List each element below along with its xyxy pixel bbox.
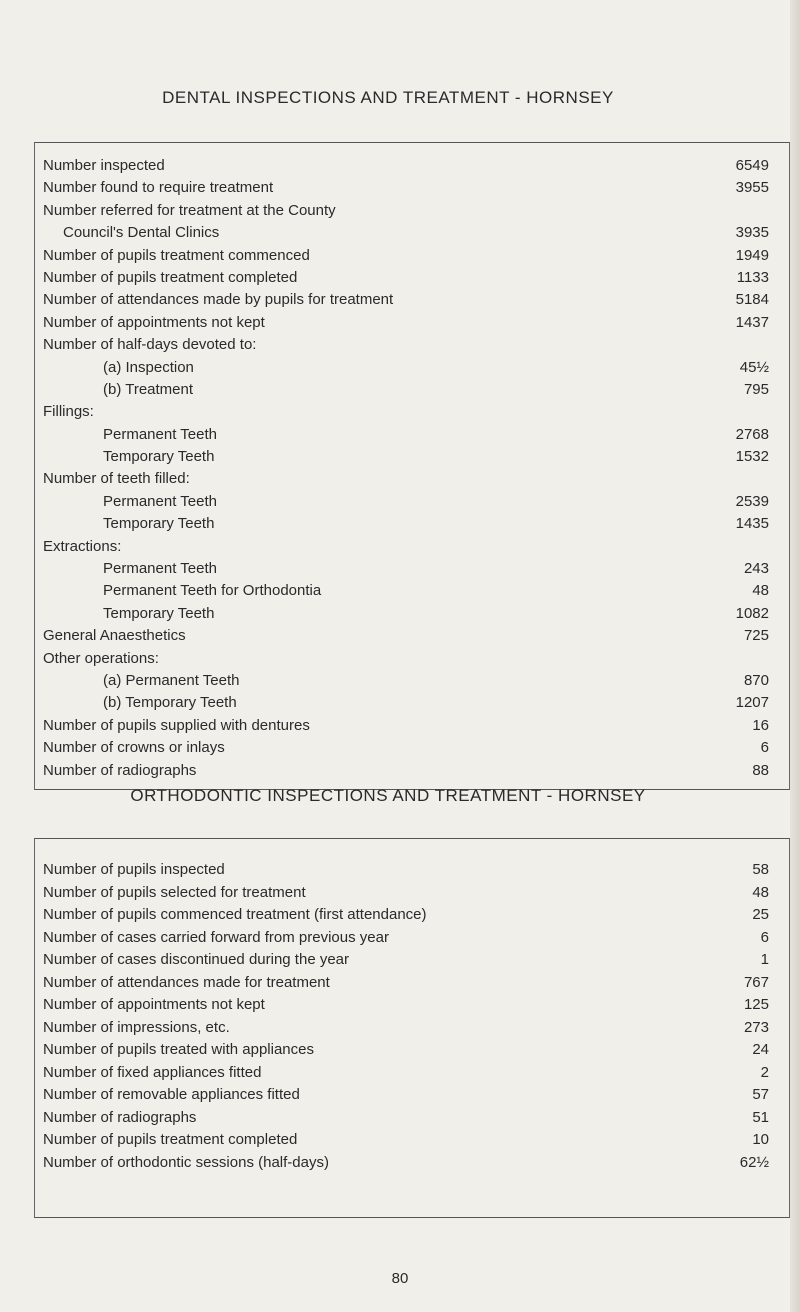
row-label: Number of pupils inspected [43,861,225,878]
row-label: Number of attendances made by pupils for treatment [43,291,394,309]
row-label: (a) Inspection [103,358,194,376]
table-row [35,1039,789,1062]
table-row [35,972,789,995]
table-row [35,949,789,972]
row-label: (a) Permanent Teeth [103,671,240,689]
row-label: (b) Treatment [103,380,194,398]
row-value: 6549 [735,157,769,174]
row-value: 870 [743,671,769,689]
row-label: Other operations: [43,649,159,667]
table-row [35,882,789,905]
table-row [35,513,789,535]
table-row [35,1017,789,1040]
row-value: 58 [752,861,769,878]
row-value: 16 [752,716,769,734]
row-label: Temporary Teeth [103,448,215,466]
row-label: Number of radiographs [43,761,197,779]
row-label: Number of cases carried forward from previous year [43,928,389,946]
row-label: Number of removable appliances fitted [43,1086,300,1103]
row-value: 767 [743,973,769,991]
table-row [35,904,789,927]
table-row [35,312,789,334]
row-value: 1435 [735,515,769,533]
row-value: 2 [760,1063,769,1081]
table-row [35,357,789,379]
table-row [35,737,789,759]
table-row [35,401,789,423]
row-value: 273 [743,1018,769,1036]
row-value: 88 [752,761,769,779]
row-label: Number of pupils commenced treatment (first attendance) [43,906,427,923]
row-label: Number of pupils selected for treatment [43,883,306,901]
row-label: Council's Dental Clinics [63,224,220,242]
table-row [35,177,789,199]
row-label: Number of radiographs [43,1108,197,1126]
row-value: 1532 [735,448,769,466]
table-row [35,424,789,446]
table-row [35,760,789,782]
row-value: 2539 [735,492,769,510]
row-value: 3935 [735,224,769,242]
row-label: Number inspected [43,157,165,174]
table-row [35,200,789,222]
row-label: Permanent Teeth for Orthodontia [103,582,322,600]
table-row [35,648,789,670]
row-label: Number found to require treatment [43,179,274,197]
row-value: 24 [752,1041,769,1058]
row-label: Number of pupils treated with appliances [43,1041,314,1058]
table-row [35,1107,789,1130]
table-row [35,603,789,625]
row-label: Temporary Teeth [103,515,215,533]
row-label: General Anaesthetics [43,627,186,645]
row-value: 48 [752,582,769,600]
dental-table [34,142,790,790]
row-label: Permanent Teeth [103,425,217,443]
row-value: 1207 [735,694,769,712]
orthodontic-table-rows [35,859,789,1174]
table-row [35,446,789,468]
table-row [35,927,789,950]
row-value: 2768 [735,425,769,443]
row-label: Number of pupils treatment completed [43,1131,298,1148]
table-row [35,625,789,647]
table-row [35,692,789,714]
table-row [35,1152,789,1175]
row-value: 6 [760,928,769,946]
row-value: 3955 [735,179,769,197]
row-value: 6 [760,739,769,757]
row-label: Permanent Teeth [103,492,217,510]
table-row [35,491,789,513]
row-label: Fillings: [43,403,94,421]
row-value: 243 [743,560,769,578]
row-label: Number referred for treatment at the County [43,201,336,219]
row-label: Extractions: [43,537,122,555]
table-row [35,155,789,177]
table-row [35,289,789,311]
row-value: 1133 [736,268,769,286]
row-label: Temporary Teeth [103,604,215,622]
table-row [35,1084,789,1107]
row-label: Number of attendances made for treatment [43,973,330,991]
row-label: Permanent Teeth [103,560,217,578]
row-label: Number of fixed appliances fitted [43,1063,262,1081]
table-row [35,994,789,1017]
table-row [35,1062,789,1085]
row-label: Number of appointments not kept [43,996,265,1013]
row-value: 1 [760,951,769,968]
row-value: 25 [752,906,769,923]
table-row [35,859,789,882]
row-label: Number of half-days devoted to: [43,336,257,354]
row-label: Number of crowns or inlays [43,739,225,757]
orthodontic-section-title: ORTHODONTIC INSPECTIONS AND TREATMENT - HORNSEY [130,786,646,805]
row-label: Number of appointments not kept [43,313,265,331]
row-value: 51 [752,1108,769,1126]
row-value: 62½ [739,1153,769,1171]
row-value: 1437 [735,313,769,331]
table-row [35,222,789,244]
row-label: Number of pupils treatment commenced [43,246,310,264]
row-value: 1082 [735,604,769,622]
row-value: 795 [743,380,769,398]
row-label: Number of impressions, etc. [43,1018,230,1036]
row-label: (b) Temporary Teeth [103,694,237,712]
orthodontic-table [34,838,790,1218]
row-label: Number of pupils treatment completed [43,268,298,286]
row-label: Number of cases discontinued during the year [43,951,350,968]
table-row [35,580,789,602]
dental-table-rows [35,155,789,782]
page-edge-shadow [790,0,800,1312]
table-row [35,558,789,580]
table-row [35,715,789,737]
row-value: 48 [752,883,769,901]
dental-section-title: DENTAL INSPECTIONS AND TREATMENT - HORNSEY [162,88,614,107]
page-number: 80 [391,1270,409,1287]
row-label: Number of orthodontic sessions (half-days) [43,1153,329,1171]
row-label: Number of pupils supplied with dentures [43,716,310,734]
table-row [35,1129,789,1152]
row-value: 725 [743,627,769,645]
table-row [35,536,789,558]
row-label: Number of teeth filled: [43,470,190,488]
row-value: 10 [752,1131,769,1148]
row-value: 57 [752,1086,769,1103]
row-value: 5184 [735,291,769,309]
table-row [35,468,789,490]
row-value: 125 [743,996,769,1013]
table-row [35,245,789,267]
table-row [35,670,789,692]
table-row [35,379,789,401]
table-row [35,267,789,289]
row-value: 1949 [735,246,769,264]
row-value: 45½ [739,358,769,376]
table-row [35,334,789,356]
